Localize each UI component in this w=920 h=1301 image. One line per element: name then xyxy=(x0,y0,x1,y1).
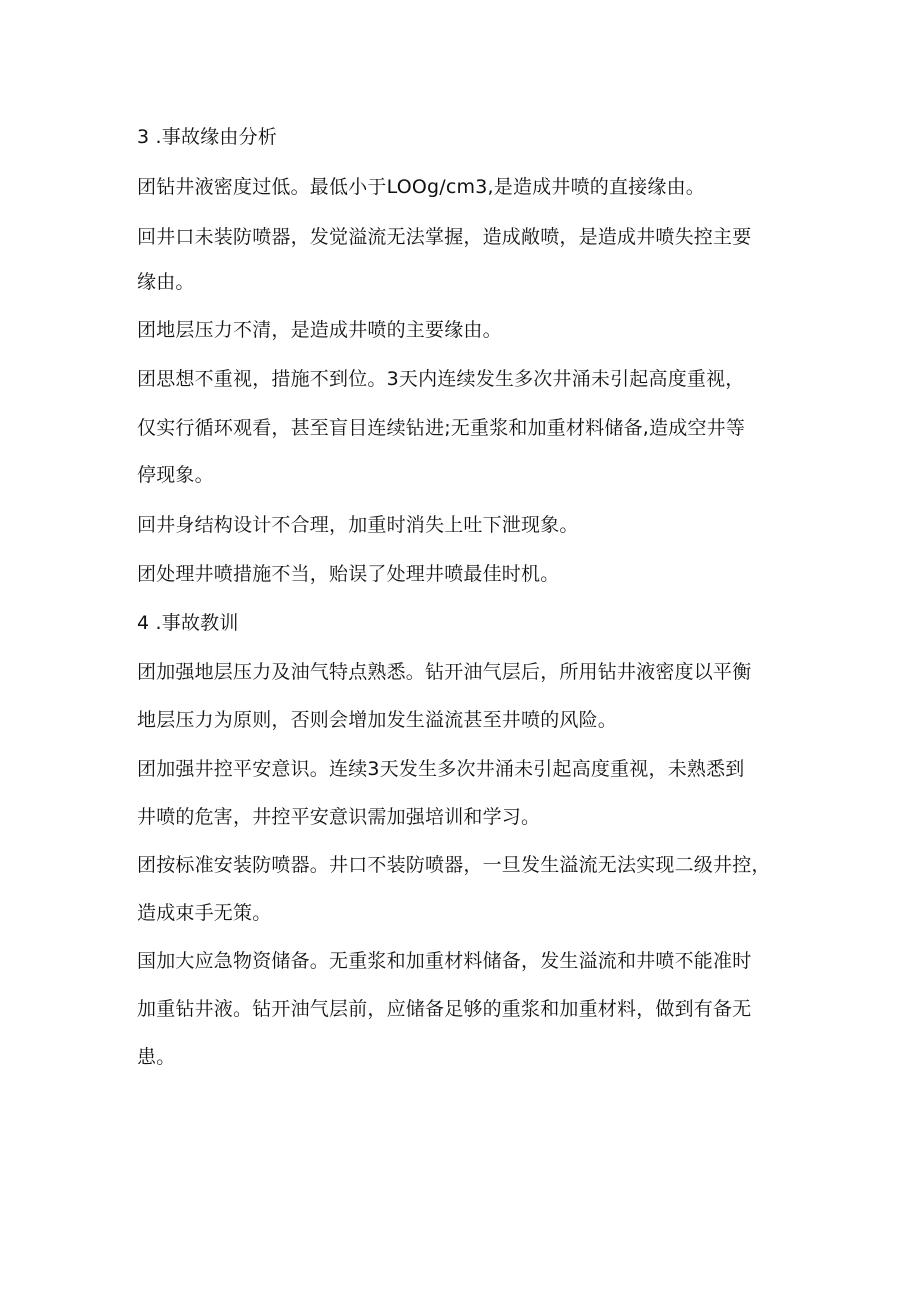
paragraph-line: 停现象。 xyxy=(137,464,214,486)
paragraph-line: 缘由。 xyxy=(137,271,195,293)
paragraph-line: 患。 xyxy=(137,1046,176,1068)
paragraph-line: 井喷的危害，井控平安意识需加强培训和学习。 xyxy=(137,806,541,828)
paragraph-line: 仅实行循环观看，甚至盲目连续钻进;无重浆和加重材料储备,造成空井等 xyxy=(137,417,746,439)
paragraph-line: 回井口未装防喷器，发觉溢流无法掌握，造成敞喷，是造成井喷失控主要 xyxy=(137,226,752,248)
paragraph-line: 团加强地层压力及油气特点熟悉。钻开油气层后，所用钻井液密度以平衡 xyxy=(137,661,752,683)
paragraph-line: 加重钻井液。钻开油气层前，应储备足够的重浆和加重材料，做到有备无 xyxy=(137,998,752,1020)
paragraph-line: 造成束手无策。 xyxy=(137,902,272,924)
section-heading: 4 .事故教训 xyxy=(137,612,239,634)
paragraph-line: 回井身结构设计不合理，加重时消失上吐下泄现象。 xyxy=(137,514,579,536)
paragraph-line: 团思想不重视，措施不到位。3天内连续发生多次井涌未引起高度重视， xyxy=(137,368,745,390)
paragraph-line: 团加强井控平安意识。连续3天发生多次井涌未引起高度重视，未熟悉到 xyxy=(137,758,745,780)
paragraph-line: 团处理井喷措施不当，贻误了处理井喷最佳时机。 xyxy=(137,563,560,585)
paragraph-line: 国加大应急物资储备。无重浆和加重材料储备，发生溢流和井喷不能准时 xyxy=(137,950,752,972)
paragraph-line: 地层压力为原则，否则会增加发生溢流甚至井喷的风险。 xyxy=(137,709,618,731)
section-heading: 3 .事故缘由分析 xyxy=(137,126,277,148)
paragraph-line: 团按标准安装防喷器。井口不装防喷器，一旦发生溢流无法实现二级井控， xyxy=(137,854,771,876)
paragraph-line: 团地层压力不清，是造成井喷的主要缘由。 xyxy=(137,319,502,341)
paragraph-line: 团钻井液密度过低。最低小于LOOg/cm3,是造成井喷的直接缘由。 xyxy=(137,176,705,198)
